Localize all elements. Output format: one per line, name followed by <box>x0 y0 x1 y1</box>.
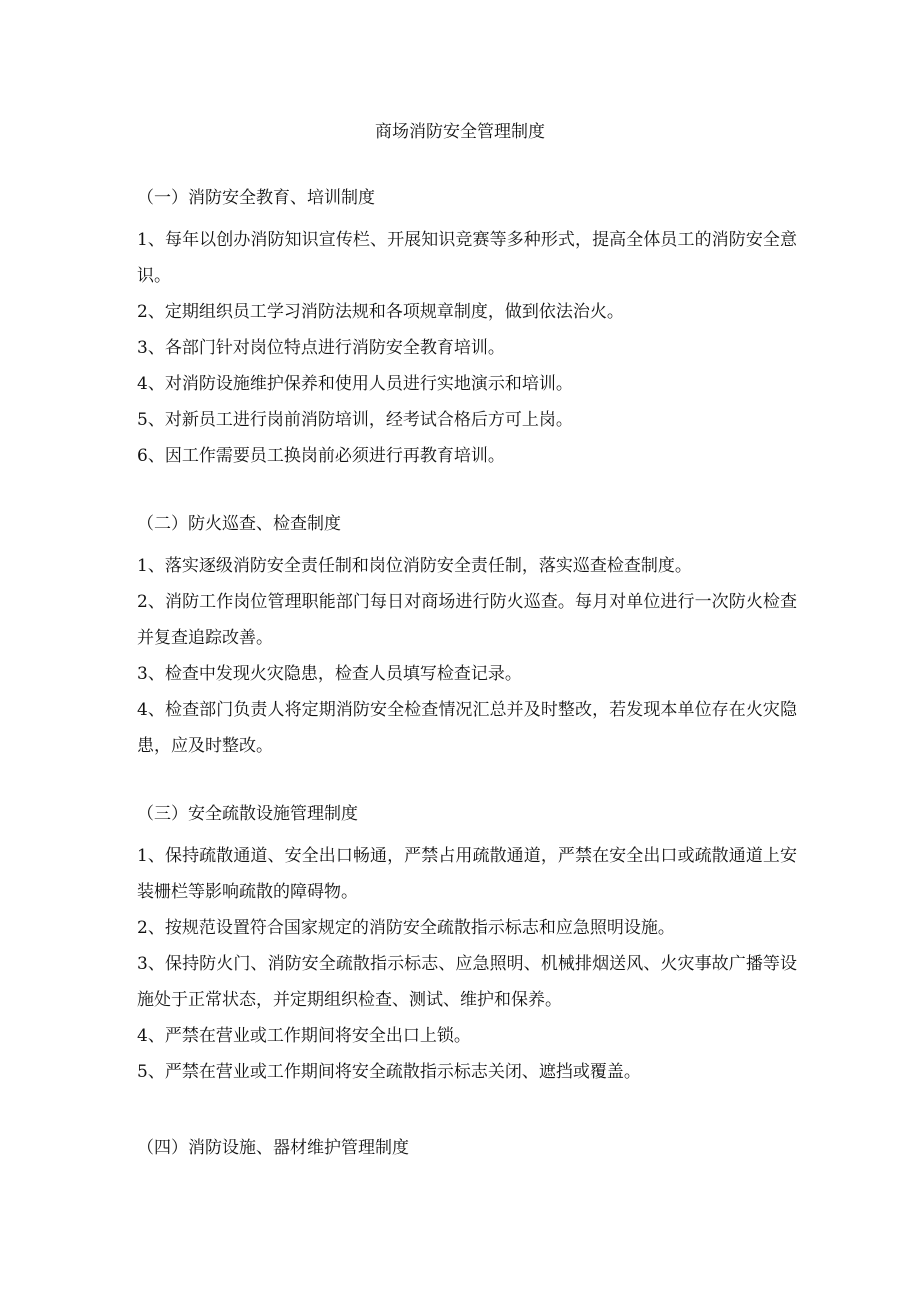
document-title: 商场消防安全管理制度 <box>375 122 545 142</box>
section-evacuation-facilities <box>137 802 797 1090</box>
section-heading: （一）消防安全教育、培训制度 <box>137 188 375 208</box>
section-heading: （二）防火巡查、检查制度 <box>137 514 341 534</box>
section-heading: （三）安全疏散设施管理制度 <box>137 804 358 824</box>
list-item: 2、定期组织员工学习消防法规和各项规章制度，做到依法治火。 <box>137 302 624 322</box>
section-education-training <box>137 186 797 474</box>
list-item: 5、对新员工进行岗前消防培训，经考试合格后方可上岗。 <box>137 410 573 430</box>
list-item: 4、对消防设施维护保养和使用人员进行实地演示和培训。 <box>137 374 573 394</box>
list-item: 1、保持疏散通道、安全出口畅通，严禁占用疏散通道，严禁在安全出口或疏散通道上安装栅栏等影响疏散的障碍物。 <box>137 846 797 902</box>
list-item: 3、各部门针对岗位特点进行消防安全教育培训。 <box>137 338 505 358</box>
list-item: 3、保持防火门、消防安全疏散指示标志、应急照明、机械排烟送风、火灾事故广播等设施处于正常状态，并定期组织检查、测试、维护和保养。 <box>137 954 797 1010</box>
section-patrol-inspection <box>137 512 797 764</box>
list-item: 6、因工作需要员工换岗前必须进行再教育培训。 <box>137 446 505 466</box>
section-equipment-maintenance <box>137 1136 797 1172</box>
list-item: 1、落实逐级消防安全责任制和岗位消防安全责任制，落实巡查检查制度。 <box>137 556 692 576</box>
list-item: 4、严禁在营业或工作期间将安全出口上锁。 <box>137 1026 471 1046</box>
list-item: 1、每年以创办消防知识宣传栏、开展知识竞赛等多种形式，提高全体员工的消防安全意识。 <box>137 230 797 286</box>
list-item: 4、检查部门负责人将定期消防安全检查情况汇总并及时整改，若发现本单位存在火灾隐患，应及时整改。 <box>137 700 797 756</box>
list-item: 2、消防工作岗位管理职能部门每日对商场进行防火巡查。每月对单位进行一次防火检查并复查追踪改善。 <box>137 592 797 648</box>
section-heading: （四）消防设施、器材维护管理制度 <box>137 1138 409 1158</box>
list-item: 5、严禁在营业或工作期间将安全疏散指示标志关闭、遮挡或覆盖。 <box>137 1062 641 1082</box>
list-item: 2、按规范设置符合国家规定的消防安全疏散指示标志和应急照明设施。 <box>137 918 675 938</box>
list-item: 3、检查中发现火灾隐患，检查人员填写检查记录。 <box>137 664 522 684</box>
